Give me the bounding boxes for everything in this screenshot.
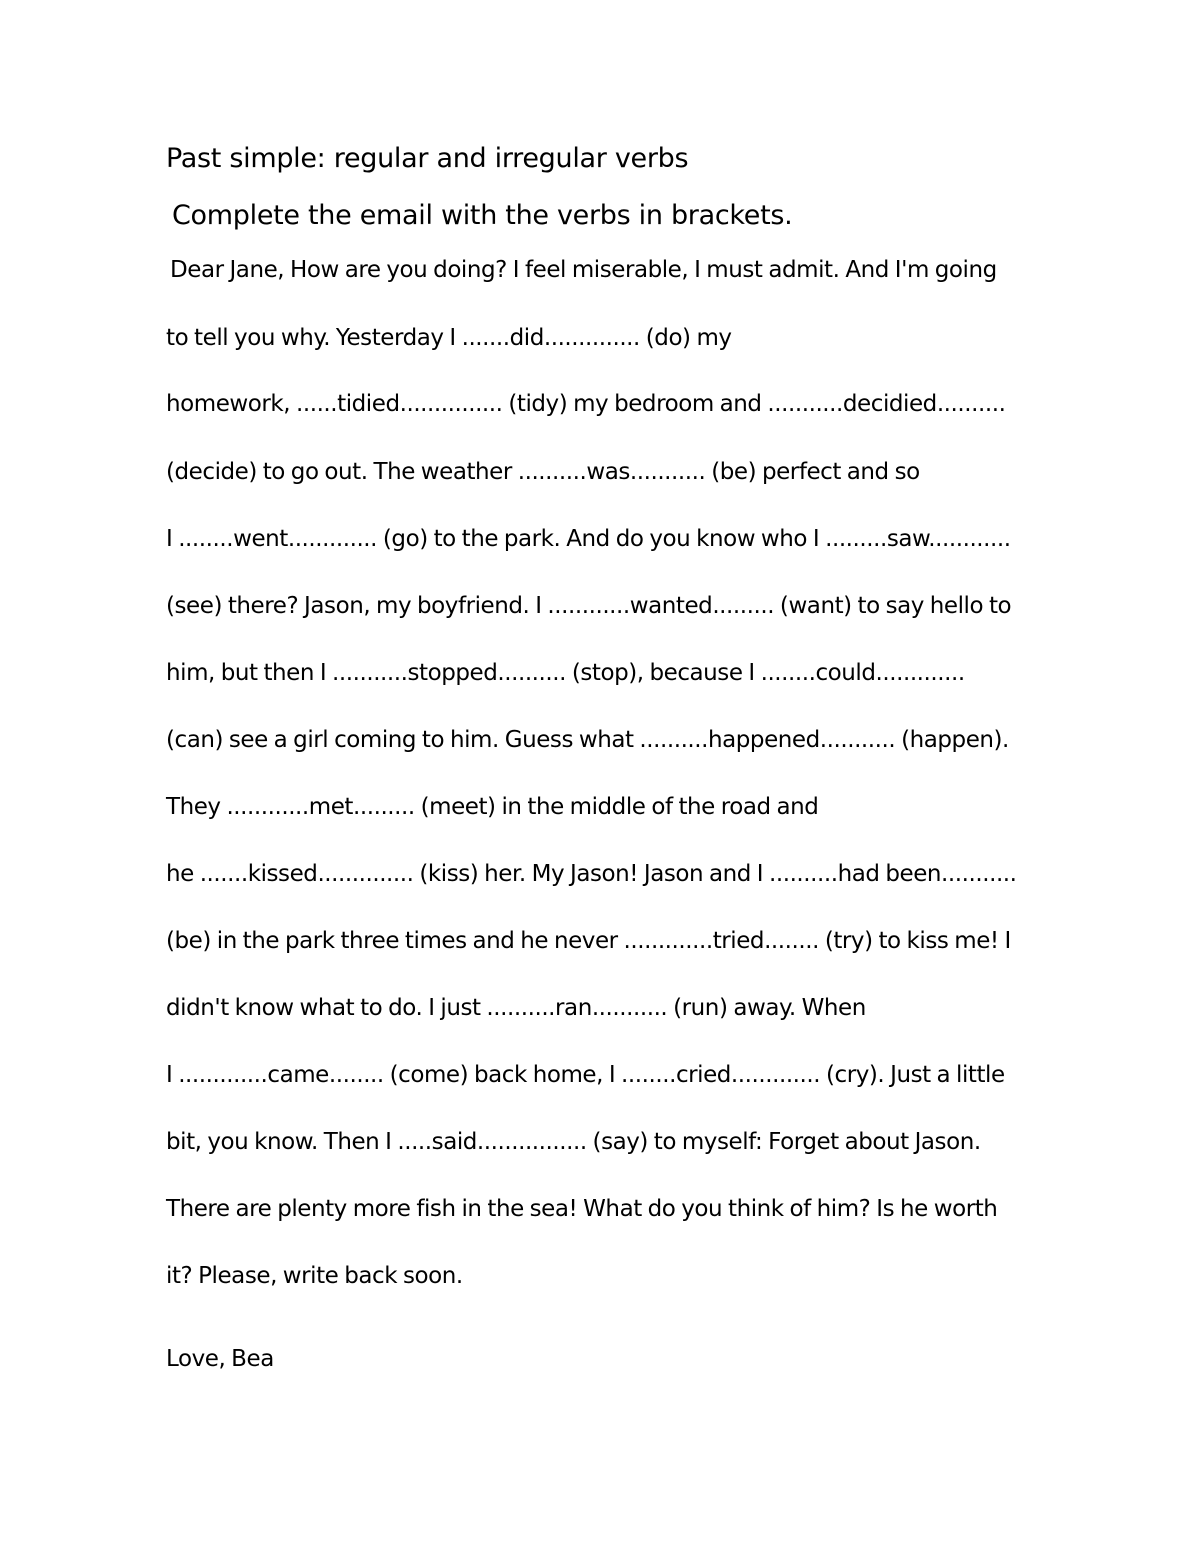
email-line: it? Please, write back soon. xyxy=(166,1263,463,1289)
email-line: (see) there? Jason, my boyfriend. I ............wanted......... (want) to say hello to xyxy=(166,593,1012,619)
email-line: didn't know what to do. I just ..........ran........... (run) away. When xyxy=(166,995,866,1021)
email-signoff: Love, Bea xyxy=(166,1346,274,1372)
email-line: bit, you know. Then I .....said................ (say) to myself: Forget about Jason. xyxy=(166,1129,981,1155)
email-line: I ........went............. (go) to the park. And do you know who I .........saw............ xyxy=(166,526,1011,552)
email-line: (can) see a girl coming to him. Guess what ..........happened........... (happen). xyxy=(166,727,1009,753)
email-line: (be) in the park three times and he never .............tried........ (try) to kiss me! I xyxy=(166,928,1011,954)
email-line: I .............came........ (come) back home, I ........cried............. (cry). Just a little xyxy=(166,1062,1005,1088)
email-line: him, but then I ...........stopped.......... (stop), because I ........could............. xyxy=(166,660,965,686)
page-title: Past simple: regular and irregular verbs xyxy=(166,143,689,174)
email-line: (decide) to go out. The weather ..........was........... (be) perfect and so xyxy=(166,459,920,485)
exercise-instruction: Complete the email with the verbs in brackets. xyxy=(172,200,793,231)
email-line: he .......kissed.............. (kiss) her. My Jason! Jason and I ..........had been........... xyxy=(166,861,1017,887)
email-line: There are plenty more fish in the sea! What do you think of him? Is he worth xyxy=(166,1196,998,1222)
email-line: homework, ......tidied............... (tidy) my bedroom and ...........decidied.......... xyxy=(166,391,1006,417)
email-line: Dear Jane, How are you doing? I feel miserable, I must admit. And I'm going xyxy=(170,257,997,283)
email-line: to tell you why. Yesterday I .......did.............. (do) my xyxy=(166,325,732,351)
email-line: They ............met......... (meet) in the middle of the road and xyxy=(166,794,819,820)
